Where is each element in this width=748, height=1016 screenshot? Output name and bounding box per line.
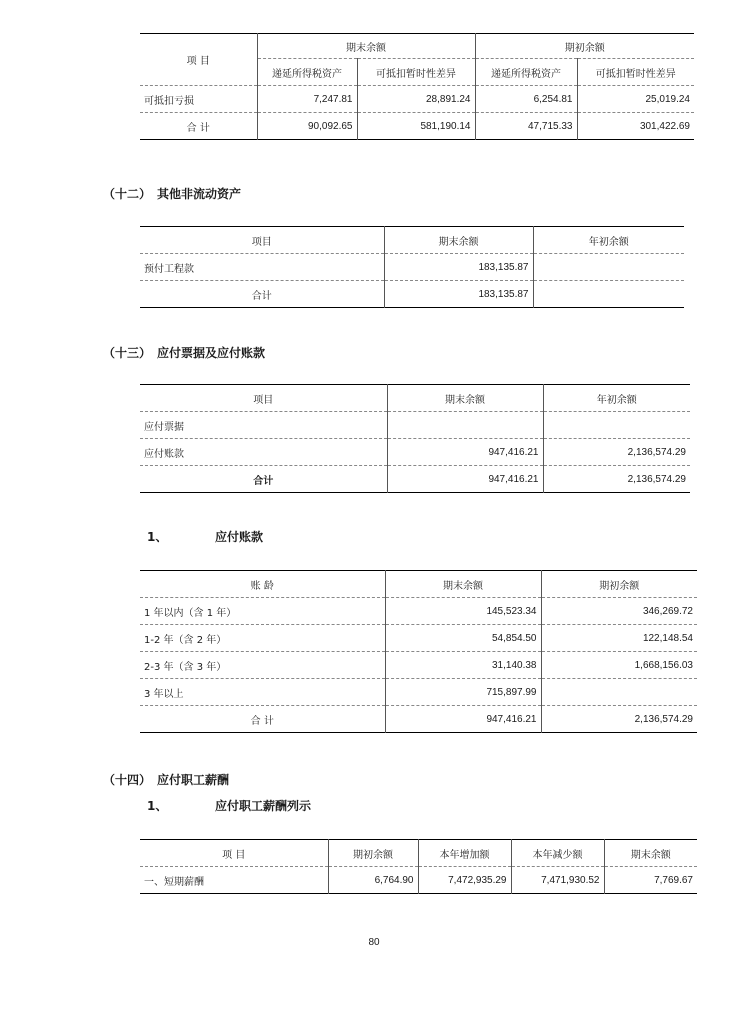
header-dta-end: 递延所得税资产 xyxy=(257,59,357,86)
table-row: 应付票据 xyxy=(140,412,690,439)
table-row: 3 年以上 715,897.99 xyxy=(140,679,697,706)
table-row: 一、短期薪酬 6,764.90 7,472,935.29 7,471,930.52 7,769.67 xyxy=(140,867,697,894)
table-total-row: 合计 947,416.21 2,136,574.29 xyxy=(140,466,690,493)
deferred-tax-table xyxy=(140,33,694,140)
header-item: 项 目 xyxy=(140,34,257,86)
table-total-row: 合 计 90,092.65 581,190.14 47,715.33 301,422.69 xyxy=(140,113,694,140)
header-diff-begin: 可抵扣暂时性差异 xyxy=(577,59,694,86)
header-increase: 本年增加额 xyxy=(418,840,511,867)
section-heading-13: （十三） 应付票据及应付账款 xyxy=(103,346,266,360)
header-aging: 账 龄 xyxy=(140,571,385,598)
header-end-balance: 期末余额 xyxy=(385,571,541,598)
header-end-balance: 期末余额 xyxy=(384,227,533,254)
header-decrease: 本年减少额 xyxy=(511,840,604,867)
other-noncurrent-assets-table xyxy=(140,226,684,308)
section-heading-12: （十二） 其他非流动资产 xyxy=(103,187,242,201)
subsection-heading-14-1: 1、 应付职工薪酬列示 xyxy=(147,799,312,813)
header-diff-end: 可抵扣暂时性差异 xyxy=(357,59,475,86)
table-row: 2-3 年（含 3 年） 31,140.38 1,668,156.03 xyxy=(140,652,697,679)
section-heading-14: （十四） 应付职工薪酬 xyxy=(103,773,230,787)
header-item: 项 目 xyxy=(140,840,328,867)
table-row: 可抵扣亏损 7,247.81 28,891.24 6,254.81 25,019.24 xyxy=(140,86,694,113)
ap-aging-table xyxy=(140,570,697,733)
header-item: 项目 xyxy=(140,385,387,412)
table-total-row: 合 计 947,416.21 2,136,574.29 xyxy=(140,706,697,733)
table-row: 1 年以内（含 1 年） 145,523.34 346,269.72 xyxy=(140,598,697,625)
header-end-balance: 期末余额 xyxy=(387,385,543,412)
table-total-row: 合计 183,135.87 xyxy=(140,281,684,308)
header-end-balance: 期末余额 xyxy=(257,34,475,59)
subsection-heading-13-1: 1、 应付账款 xyxy=(147,530,264,544)
table-row: 预付工程款 183,135.87 xyxy=(140,254,684,281)
table-row: 1-2 年（含 2 年） 54,854.50 122,148.54 xyxy=(140,625,697,652)
header-end-balance: 期末余额 xyxy=(604,840,697,867)
header-begin-balance: 期初余额 xyxy=(328,840,418,867)
payroll-table xyxy=(140,839,697,894)
table-row: 应付账款 947,416.21 2,136,574.29 xyxy=(140,439,690,466)
page-number: 80 xyxy=(368,937,380,948)
header-begin-balance: 期初余额 xyxy=(475,34,694,59)
header-item: 项目 xyxy=(140,227,384,254)
payables-table xyxy=(140,384,690,493)
header-begin-balance: 期初余额 xyxy=(541,571,697,598)
header-year-begin: 年初余额 xyxy=(533,227,684,254)
header-year-begin: 年初余额 xyxy=(543,385,690,412)
header-dta-begin: 递延所得税资产 xyxy=(475,59,577,86)
